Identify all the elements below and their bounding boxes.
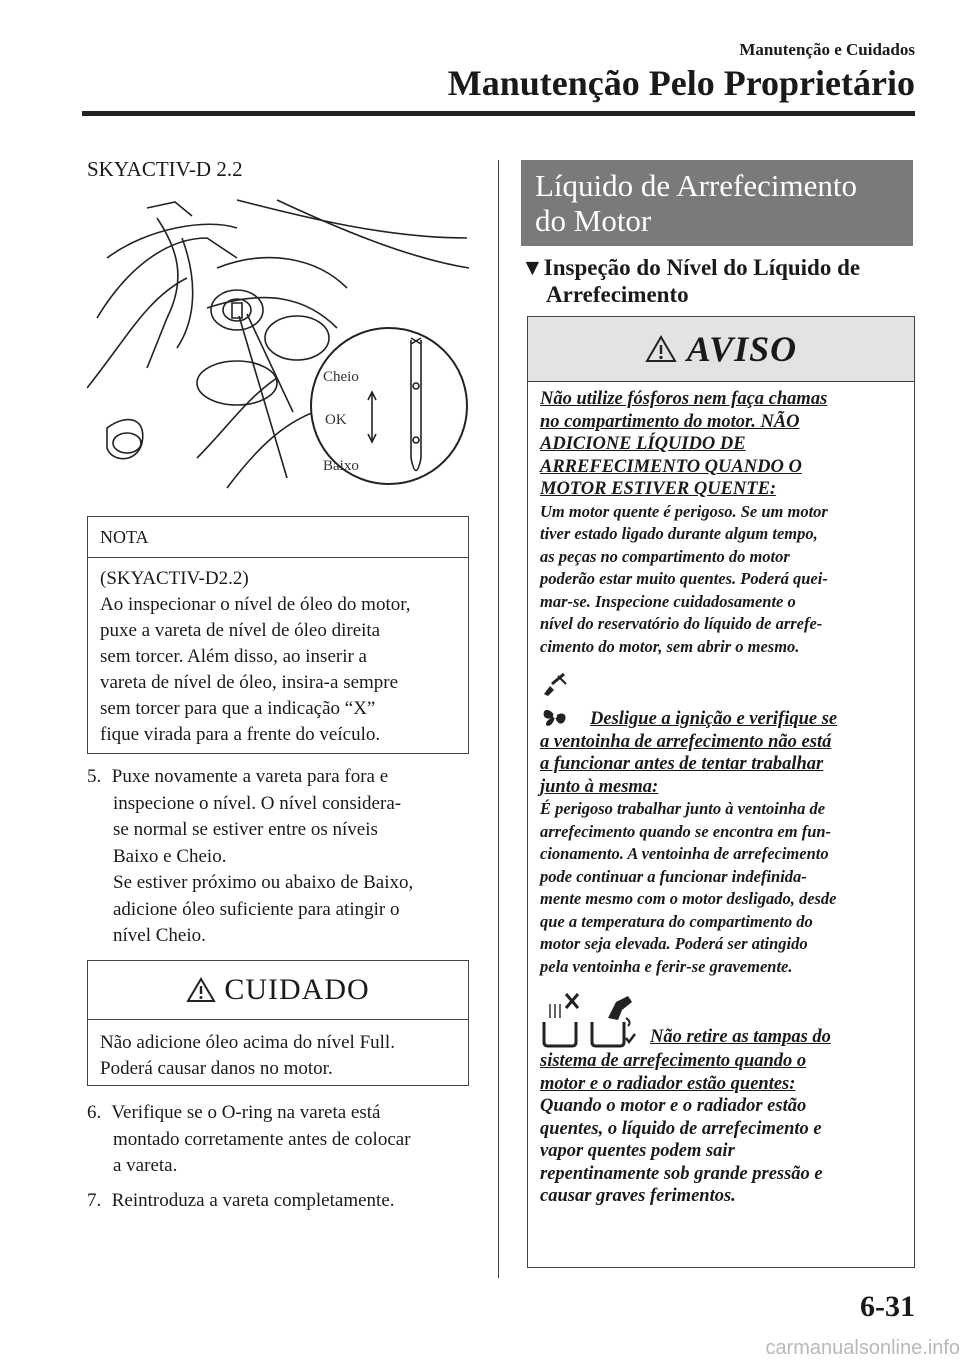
triangle-bullet-icon: ▼: [521, 255, 544, 280]
step-line: nível Cheio.: [113, 925, 206, 946]
warning-line: cimento do motor, sem abrir o mesmo.: [540, 636, 800, 656]
fan-icon: [540, 702, 570, 730]
engine-illustration: [87, 198, 469, 498]
step-line: adicione óleo suficiente para atingir o: [113, 898, 400, 920]
warning-title-line: MOTOR ESTIVER QUENTE:: [540, 479, 777, 499]
warning-title-line: Desligue a ignição e verifique se: [590, 709, 838, 729]
note-body: [88, 558, 468, 756]
warning-title-line: a ventoinha de arrefecimento não está: [540, 731, 832, 752]
caution-line: Não adicione óleo acima do nível Full.: [100, 1032, 395, 1053]
warning-line: mente mesmo com o motor desligado, desde: [540, 889, 837, 908]
caution-header: [88, 961, 468, 1020]
caution-body: [88, 1020, 468, 1092]
note-line: Ao inspecionar o nível de óleo do motor,: [100, 594, 411, 615]
warning-title-line: a funcionar antes de tentar trabalhar: [540, 754, 824, 774]
step-5: [87, 764, 471, 950]
page-title: Manutenção Pelo Proprietário: [447, 63, 915, 103]
dipstick-figure: [87, 198, 469, 498]
step-6: [87, 1100, 471, 1180]
section-label: Manutenção e Cuidados: [739, 40, 915, 59]
heading-line: Inspeção do Nível do Líquido de: [543, 255, 861, 280]
warning-line: Um motor quente é perigoso. Se um motor: [540, 501, 828, 521]
warning-line: repentinamente sob grande pressão e: [540, 1163, 823, 1184]
warning-box: [527, 316, 915, 1268]
step-line: se normal se estiver entre os níveis: [113, 819, 378, 840]
warning-line: vapor quentes podem sair: [540, 1141, 735, 1161]
warning-triangle-icon: [186, 977, 216, 1003]
warning-heading: AVISO: [686, 329, 798, 369]
note-heading: NOTA: [88, 517, 468, 558]
warning-line: as peças no compartimento do motor: [540, 546, 790, 566]
warning-line: nível do reservatório do líquido de arrefe-: [540, 614, 823, 633]
warning-triangle-icon: [645, 335, 677, 363]
warning-line: Quando o motor e o radiador estão: [540, 1096, 807, 1116]
cool-radiator-open-cap-icon: [588, 992, 636, 1048]
step-line: Verifique se o O-ring na vareta está: [111, 1102, 381, 1123]
subsection-heading: [521, 254, 913, 308]
caution-heading: CUIDADO: [224, 973, 370, 1006]
ok-label: OK: [325, 412, 347, 428]
warning-line: arrefecimento quando se encontra em fun-: [540, 821, 832, 841]
note-box: [87, 516, 469, 754]
warning-title-line: ARREFECIMENTO QUANDO O: [540, 456, 802, 477]
step-number: 5.: [87, 766, 102, 787]
section-banner: [521, 160, 913, 246]
caution-box: [87, 960, 469, 1086]
warning-line: pode continuar a funcionar indefinida-: [540, 866, 807, 886]
warning-title-line: sistema de arrefecimento quando o: [540, 1051, 807, 1071]
warning-line: que a temperatura do compartimento do: [540, 911, 813, 931]
no-hand-icon: [540, 672, 568, 698]
full-label: Cheio: [323, 369, 359, 385]
warning-line: pela ventoinha e ferir-se gravemente.: [540, 956, 793, 976]
warning-body: [528, 382, 914, 1214]
warning-line: quentes, o líquido de arrefecimento e: [540, 1118, 822, 1139]
step-line: a vareta.: [113, 1155, 178, 1176]
cap-icon-group: [540, 992, 902, 1048]
hot-radiator-no-cap-icon: [540, 992, 580, 1048]
header-rule: [82, 111, 915, 116]
caution-line: Poderá causar danos no motor.: [100, 1058, 333, 1079]
step-7: [87, 1188, 471, 1215]
warning-line: causar graves ferimentos.: [540, 1186, 736, 1206]
note-line: sem torcer. Além disso, ao inserir a: [100, 646, 367, 667]
warning-line: tiver estado ligado durante algum tempo,: [540, 524, 818, 543]
note-line: (SKYACTIV-D2.2): [100, 568, 249, 589]
low-label: Baixo: [323, 458, 359, 474]
warning-line: poderão estar muito quentes. Poderá quei-: [540, 569, 828, 588]
note-line: vareta de nível de óleo, insira-a sempre: [100, 672, 399, 693]
step-line: montado corretamente antes de colocar: [113, 1128, 411, 1150]
step-line: inspecione o nível. O nível considera-: [113, 792, 402, 814]
warning-title-line: motor e o radiador estão quentes:: [540, 1073, 796, 1094]
column-divider: [498, 160, 499, 1278]
step-line: Se estiver próximo ou abaixo de Baixo,: [113, 872, 414, 893]
step-line: Baixo e Cheio.: [113, 845, 227, 867]
warning-title-line: ADICIONE LÍQUIDO DE: [540, 434, 746, 454]
watermark: carmanualsonline.info: [765, 1337, 960, 1359]
step-line: Reintroduza a vareta completamente.: [111, 1190, 395, 1211]
warning-title-line: no compartimento do motor. NÃO: [540, 411, 800, 432]
step-number: 7.: [87, 1190, 102, 1211]
warning-title-line: junto à mesma:: [540, 776, 659, 797]
engine-subtitle: SKYACTIV-D 2.2: [87, 157, 243, 181]
step-line: Puxe novamente a vareta para fora e: [111, 766, 389, 787]
warning-title-line: Não retire as tampas do: [650, 1026, 831, 1047]
warning-line: mar-se. Inspecione cuidadosamente o: [540, 591, 796, 611]
page-number: 6-31: [860, 1290, 915, 1323]
step-number: 6.: [87, 1102, 102, 1123]
warning-line: cionamento. A ventoinha de arrefecimento: [540, 844, 829, 863]
warning-line: motor seja elevada. Poderá ser atingido: [540, 934, 808, 953]
note-line: sem torcer para que a indicação “X”: [100, 698, 376, 719]
heading-line: Arrefecimento: [546, 282, 689, 307]
note-line: fique virada para a frente do veículo.: [100, 724, 381, 745]
note-line: puxe a vareta de nível de óleo direita: [100, 620, 381, 641]
warning-line: É perigoso trabalhar junto à ventoinha de: [540, 799, 826, 818]
warning-title-line: Não utilize fósforos nem faça chamas: [540, 389, 828, 409]
banner-line: do Motor: [535, 203, 652, 238]
warning-header: [528, 317, 914, 382]
banner-line: Líquido de Arrefecimento: [535, 168, 857, 203]
